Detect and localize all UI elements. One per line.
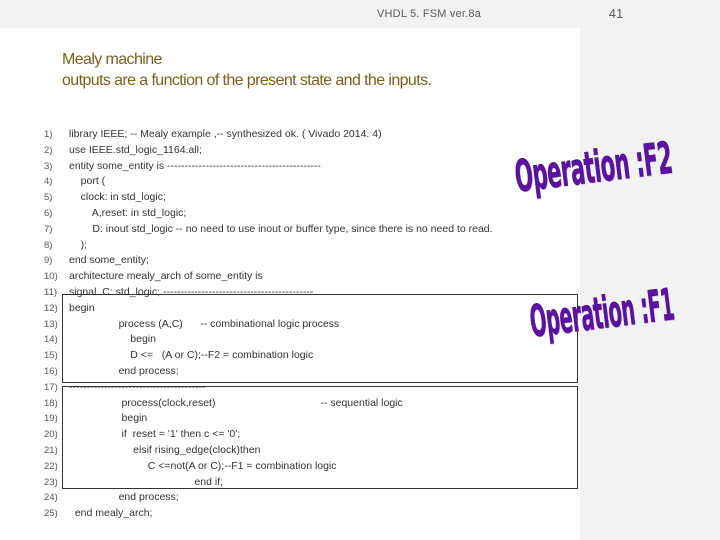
code-text: ); xyxy=(69,238,88,251)
line-number: 21) xyxy=(44,445,58,456)
code-text: process(clock,reset) -- sequential logic xyxy=(69,396,403,409)
code-text: end mealy_arch; xyxy=(69,507,153,520)
code-text: end process; xyxy=(69,491,179,504)
code-text: entity some_entity is -------------------------------------------- xyxy=(69,159,321,172)
code-line xyxy=(0,143,560,159)
header-text: VHDL 5. FSM ver.8a xyxy=(377,8,482,20)
line-number: 4) xyxy=(44,176,53,188)
operation-f2-label: Operation :F2 xyxy=(512,132,675,203)
line-number: 8) xyxy=(44,239,53,251)
line-number: 11) xyxy=(44,287,58,298)
code-text: architecture mealy_arch of some_entity is xyxy=(69,270,263,283)
code-line xyxy=(0,396,560,412)
side-panel xyxy=(580,0,720,540)
code-line xyxy=(0,459,560,475)
code-text: process (A,C) -- combinational logic process xyxy=(69,317,340,330)
code-text: end some_entity; xyxy=(69,254,149,267)
line-number: 24) xyxy=(44,492,58,504)
code-line xyxy=(0,332,560,348)
code-line xyxy=(0,443,560,459)
code-text: library IEEE; -- Mealy example ,-- synthesized ok. ( Vivado 2014. 4) xyxy=(69,128,382,140)
line-number: 9) xyxy=(44,255,53,267)
line-number: 25) xyxy=(44,508,58,520)
code-line xyxy=(0,190,560,206)
code-line xyxy=(0,506,560,522)
code-text: if reset = '1' then c <= '0'; xyxy=(69,428,241,441)
code-line xyxy=(0,364,560,380)
code-line xyxy=(0,253,560,269)
code-text: elsif rising_edge(clock)then xyxy=(69,444,261,456)
code-text: A,reset: in std_logic; xyxy=(69,207,187,219)
line-number: 5) xyxy=(44,192,53,204)
code-text: port ( xyxy=(69,175,106,188)
code-line xyxy=(0,206,560,222)
line-number: 18) xyxy=(44,397,58,409)
code-text: begin xyxy=(69,301,95,314)
line-number: 3) xyxy=(44,160,53,172)
code-line xyxy=(0,127,560,143)
code-line xyxy=(0,159,560,175)
code-line xyxy=(0,475,560,491)
line-number: 14) xyxy=(44,334,58,346)
code-text: signal C: std_logic; ------------------------------------------- xyxy=(69,286,314,298)
line-number: 7) xyxy=(44,223,53,235)
slide-subtitle: outputs are a function of the present state and the inputs. xyxy=(62,72,432,89)
code-line xyxy=(0,222,560,238)
code-text: C <=not(A or C);--F1 = combination logic xyxy=(69,459,337,472)
line-number: 13) xyxy=(44,318,58,330)
line-number: 2) xyxy=(44,144,53,156)
line-number: 10) xyxy=(44,271,58,283)
line-number: 20) xyxy=(44,429,58,441)
code-text: D <= (A or C);--F2 = combination logic xyxy=(69,349,314,362)
line-number: 15) xyxy=(44,350,58,362)
line-number: 17) xyxy=(44,381,58,393)
code-line xyxy=(0,411,560,427)
code-text: clock: in std_logic; xyxy=(69,191,166,204)
code-line xyxy=(0,269,560,285)
code-text: --------------------------------------- xyxy=(69,380,206,393)
header-bar xyxy=(0,0,580,28)
code-text: begin xyxy=(69,412,148,425)
code-line xyxy=(0,427,560,443)
slide-title: Mealy machine xyxy=(62,51,162,68)
slide-number: 41 xyxy=(608,6,624,21)
line-number: 12) xyxy=(44,302,58,314)
line-number: 6) xyxy=(44,208,53,219)
code-text: begin xyxy=(69,333,156,346)
code-line xyxy=(0,317,560,333)
code-text: end process; xyxy=(69,365,179,377)
code-text: D: inout std_logic -- no need to use inout or buffer type, since there is no need to read. xyxy=(69,222,493,235)
code-line xyxy=(0,490,560,506)
code-text: use IEEE.std_logic_1164.all; xyxy=(69,143,202,156)
code-line xyxy=(0,301,560,317)
code-text: end if; xyxy=(69,475,224,488)
line-number: 22) xyxy=(44,460,58,472)
line-number: 19) xyxy=(44,413,58,425)
line-number: 16) xyxy=(44,366,58,377)
code-line xyxy=(0,174,560,190)
code-line xyxy=(0,285,560,301)
code-line xyxy=(0,380,560,396)
line-number: 1) xyxy=(44,129,53,140)
operation-f1-label: Operation :F1 xyxy=(527,279,677,348)
line-number: 23) xyxy=(44,476,58,488)
code-line xyxy=(0,238,560,254)
code-line xyxy=(0,348,560,364)
